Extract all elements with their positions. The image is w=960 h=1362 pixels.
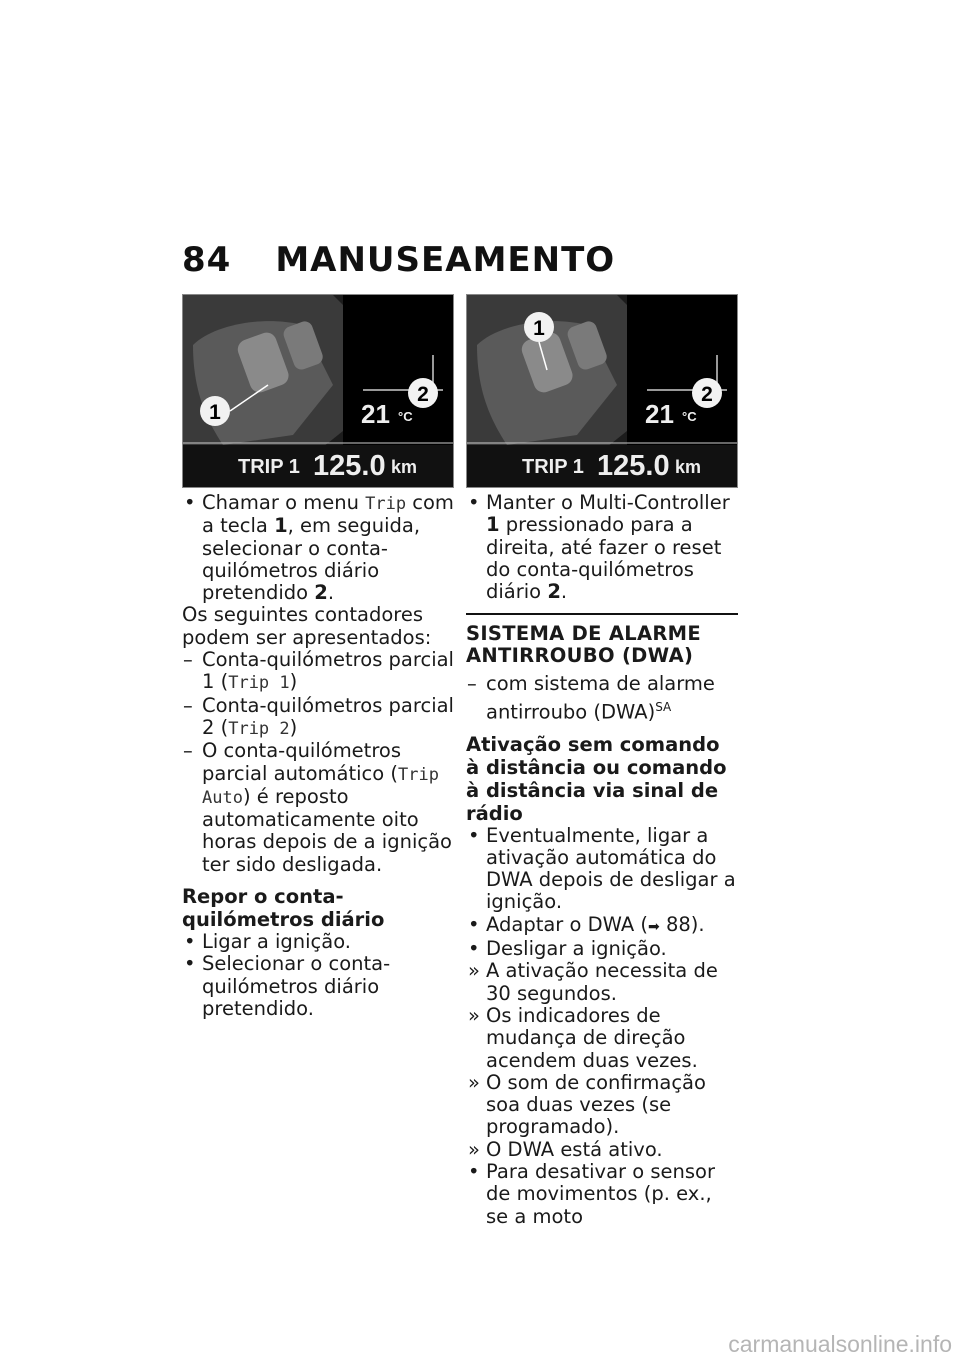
dash-marker: –: [183, 693, 193, 717]
subheading: Repor o conta-quilómetros diário: [182, 885, 385, 932]
list-item: – Conta-quilómetros parcial 2 (Trip 2): [183, 693, 454, 739]
trip-label: TRIP 1: [238, 456, 300, 478]
right-column: [466, 492, 738, 1228]
temperature-value: 21: [645, 399, 674, 429]
list-item: – com sistema de alarme antirroubo (DWA)$^{SA}$: [467, 672, 715, 724]
bullet-marker: •: [184, 491, 196, 514]
result-item: » O DWA está ativo.: [468, 1137, 663, 1161]
list-item: – Conta-quilómetros parcial 1 (Trip 1): [183, 648, 454, 694]
bullet-marker: •: [184, 930, 196, 954]
paragraph: Os seguintes contadores podem ser apresentados:: [182, 603, 432, 649]
callout-2: 2: [701, 383, 713, 406]
key-ref: 1: [274, 514, 288, 538]
footer-watermark: carmanualsonline.info: [728, 1331, 952, 1357]
bullet-marker: •: [468, 912, 480, 936]
temperature-unit: °C: [398, 409, 413, 424]
result-item: » O som de confirmação soa duas vezes (se programado).: [468, 1070, 706, 1139]
bullet-marker: •: [468, 1160, 480, 1184]
trip-unit: km: [391, 457, 418, 477]
list-item: • Adaptar o DWA (➡ 88).: [468, 912, 705, 936]
callout-1: 1: [209, 401, 221, 424]
page-header: [182, 240, 615, 280]
trip-value: 125.0: [313, 450, 386, 482]
sa-badge: SA: [655, 699, 672, 714]
trip-unit: km: [675, 457, 702, 477]
trip-value: 125.0: [597, 450, 670, 482]
menu-name: Trip: [365, 494, 407, 514]
dash-marker: –: [467, 672, 477, 696]
key-ref: 1: [486, 513, 500, 537]
callout-1: 1: [533, 317, 545, 340]
list-item: • Selecionar o conta-quilómetros diário pretendido.: [184, 952, 391, 1020]
result-marker: »: [468, 1070, 480, 1094]
left-column: [182, 492, 454, 1020]
figure-left: [182, 294, 454, 488]
list-item: • Para desativar o sensor de movimentos (p. ex., se a moto: [468, 1160, 716, 1228]
page-title: MANUSEAMENTO: [275, 240, 616, 280]
temperature-value: 21: [361, 399, 390, 429]
callout-2: 2: [417, 383, 429, 406]
key-ref: 2: [314, 581, 328, 605]
key-ref: 2: [547, 580, 561, 604]
trip-label: TRIP 1: [522, 456, 584, 478]
bullet-marker: •: [184, 952, 196, 976]
list-item: • Chamar o menu Trip com a tecla 1, em seguida, selecionar o conta-quilómetros diário pretendido 2.: [184, 491, 454, 605]
list-item: – O conta-quilómetros parcial automático (Trip Auto) é reposto automaticamente oito horas depois de a ignição ter sido desligada.: [183, 739, 452, 876]
list-item: • Manter o Multi-Controller 1 pressionado para a direita, até fazer o reset do conta-quilómetros diário 2.: [468, 491, 730, 604]
page-ref[interactable]: 88: [665, 912, 691, 936]
result-marker: »: [468, 1003, 480, 1027]
figure-right: [466, 294, 738, 488]
result-item: » A ativação necessita de 30 segundos.: [468, 959, 718, 1005]
list-item: • Eventualmente, ligar a ativação automática do DWA depois de desligar a ignição.: [468, 823, 736, 914]
subheading: Ativação sem comando à distância ou comando à distância via sinal de rádio: [466, 732, 727, 825]
dash-marker: –: [183, 739, 193, 763]
page-number: 84: [182, 240, 232, 280]
result-item: » Os indicadores de mudança de direção acendem duas vezes.: [468, 1003, 698, 1072]
dash-marker: –: [183, 648, 193, 672]
result-marker: »: [468, 959, 480, 983]
section-heading: SISTEMA DE ALARME ANTIRROUBO (DWA): [466, 622, 701, 668]
bullet-marker: •: [468, 491, 480, 514]
list-item: • Desligar a ignição.: [468, 937, 667, 961]
list-item: • Ligar a ignição.: [184, 930, 352, 954]
section-divider: [466, 613, 738, 615]
page-ref-arrow-icon: ➡: [648, 918, 660, 935]
result-marker: »: [468, 1137, 480, 1161]
bullet-marker: •: [468, 937, 480, 961]
bullet-marker: •: [468, 823, 480, 847]
temperature-unit: °C: [682, 409, 697, 424]
